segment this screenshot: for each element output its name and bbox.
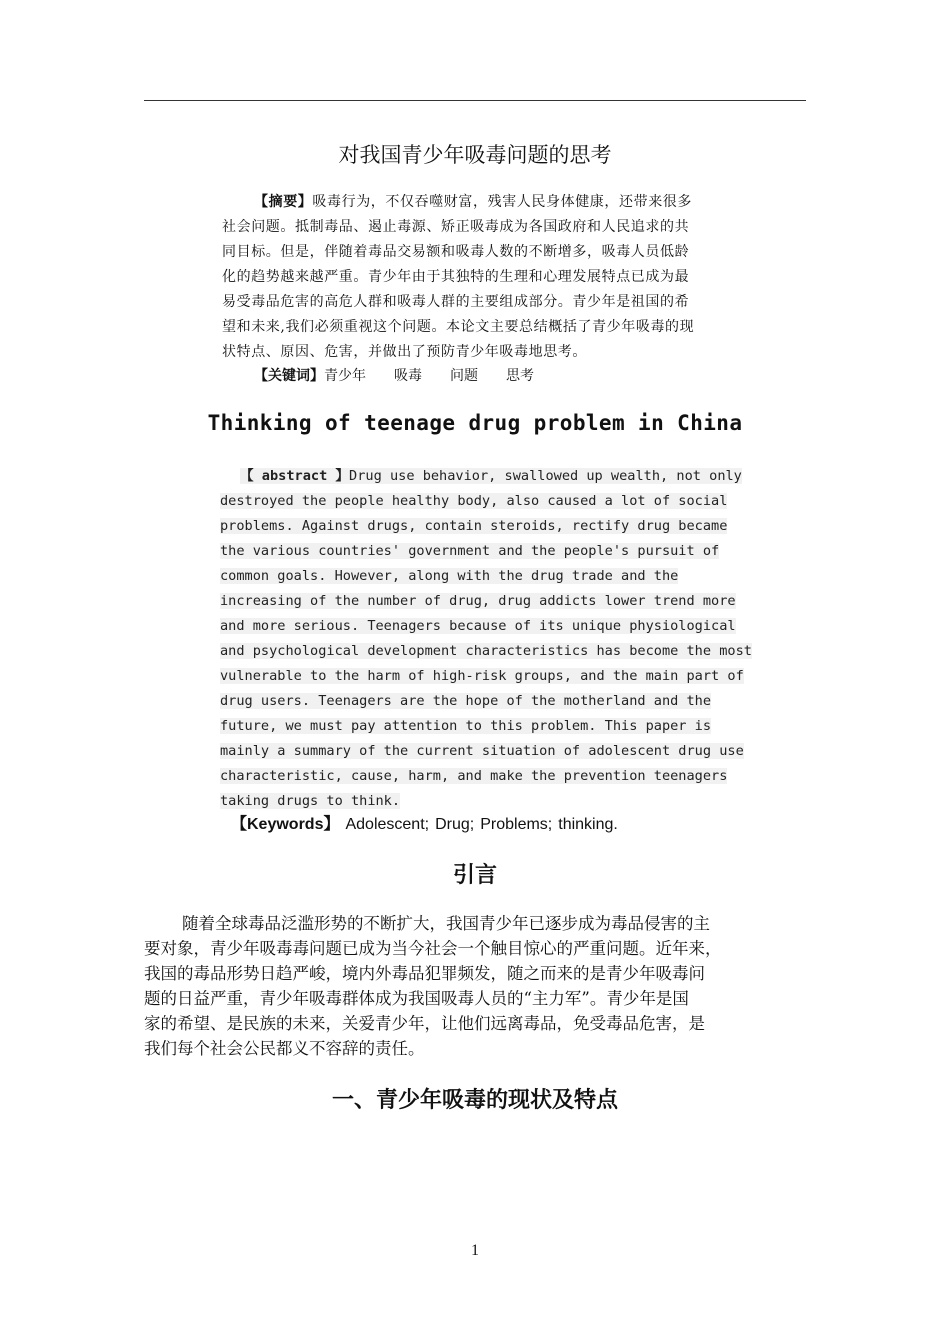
keyword-en: thinking.	[558, 816, 618, 833]
abstract-cn-line: 望和未来,我们必须重视这个问题。本论文主要总结概括了青少年吸毒的现	[222, 319, 695, 335]
abstract-cn-label: 【摘要】	[254, 194, 313, 210]
keyword-cn: 思考	[506, 368, 534, 384]
abstract-en-line: increasing of the number of drug, drug addicts lower trend more	[220, 593, 736, 609]
keywords-en	[231, 812, 618, 837]
abstract-en-text: Drug use behavior, swallowed up wealth, not only	[349, 468, 742, 484]
keyword-cn: 青少年	[324, 368, 366, 384]
intro-line: 我们每个社会公民都义不容辞的责任。	[144, 1039, 425, 1058]
page-number: 1	[471, 1242, 479, 1259]
abstract-en-line: the various countries' government and the people's pursuit of	[220, 543, 720, 559]
heading-introduction: 引言	[452, 863, 497, 888]
abstract-en-line: problems. Against drugs, contain steroids, rectify drug became	[220, 518, 728, 534]
intro-line: 家的希望、是民族的未来，关爱青少年，让他们远离毒品，免受毒品危害，是	[144, 1014, 705, 1033]
keywords-cn	[254, 364, 562, 389]
abstract-cn-line: 化的趋势越来越严重。青少年由于其独特的生理和心理发展特点已成为最	[222, 269, 690, 285]
abstract-en-line: mainly a summary of the current situation of adolescent drug use	[220, 743, 744, 759]
intro-line: 要对象，青少年吸毒毒问题已成为当今社会一个触目惊心的严重问题。近年来，	[144, 939, 722, 958]
abstract-en-line: taking drugs to think.	[220, 793, 401, 809]
intro-line: 题的日益严重，青少年吸毒群体成为我国吸毒人员的“主力军”。青少年是国	[144, 989, 689, 1008]
abstract-en-line: and psychological development characteristics has become the most	[220, 643, 752, 659]
abstract-en	[220, 464, 780, 814]
heading-section-1: 一、青少年吸毒的现状及特点	[331, 1088, 618, 1113]
abstract-cn-line	[222, 190, 770, 215]
intro-line: 随着全球毒品泛滥形势的不断扩大，我国青少年已逐步成为毒品侵害的主	[182, 914, 710, 933]
abstract-en-line: common goals. However, along with the drug trade and the	[220, 568, 679, 584]
abstract-cn-line: 状特点、原因、危害，并做出了预防青少年吸毒地思考。	[222, 344, 587, 360]
keyword-en: Problems;	[480, 816, 553, 833]
intro-line: 我国的毒品形势日趋严峻，境内外毒品犯罪频发，随之而来的是青少年吸毒问	[144, 964, 705, 983]
abstract-en-label: 【 abstract 】	[240, 468, 350, 484]
abstract-cn-line: 社会问题。抵制毒品、遏止毒源、矫正吸毒成为各国政府和人民追求的共	[222, 219, 690, 235]
keywords-cn-label: 【关键词】	[254, 368, 324, 384]
abstract-en-line: destroyed the people healthy body, also caused a lot of social	[220, 493, 728, 509]
abstract-cn	[222, 190, 770, 365]
keyword-cn: 吸毒	[394, 368, 422, 384]
keyword-en: Adolescent;	[345, 816, 430, 833]
abstract-en-line	[220, 464, 780, 489]
keyword-en: Drug;	[435, 816, 475, 833]
abstract-en-line: future, we must pay attention to this problem. This paper is	[220, 718, 712, 734]
abstract-en-line: vulnerable to the harm of high-risk groups, and the main part of	[220, 668, 744, 684]
abstract-en-line: drug users. Teenagers are the hope of the motherland and the	[220, 693, 712, 709]
intro-paragraph	[144, 911, 814, 1061]
keyword-cn: 问题	[450, 368, 478, 384]
abstract-en-line: characteristic, cause, harm, and make the prevention teenagers	[220, 768, 728, 784]
abstract-cn-text: 吸毒行为，不仅吞噬财富，残害人民身体健康，还带来很多	[312, 194, 693, 210]
paper-title-cn: 对我国青少年吸毒问题的思考	[338, 143, 612, 167]
header-rule	[144, 100, 806, 101]
abstract-en-line: and more serious. Teenagers because of its unique physiological	[220, 618, 736, 634]
paper-title-en: Thinking of teenage drug problem in China	[207, 411, 743, 435]
keywords-en-label: 【Keywords】	[231, 816, 340, 833]
abstract-cn-line: 易受毒品危害的高危人群和吸毒人群的主要组成部分。青少年是祖国的希	[222, 294, 690, 310]
abstract-cn-line: 同目标。但是，伴随着毒品交易额和吸毒人数的不断增多，吸毒人员低龄	[222, 244, 690, 260]
